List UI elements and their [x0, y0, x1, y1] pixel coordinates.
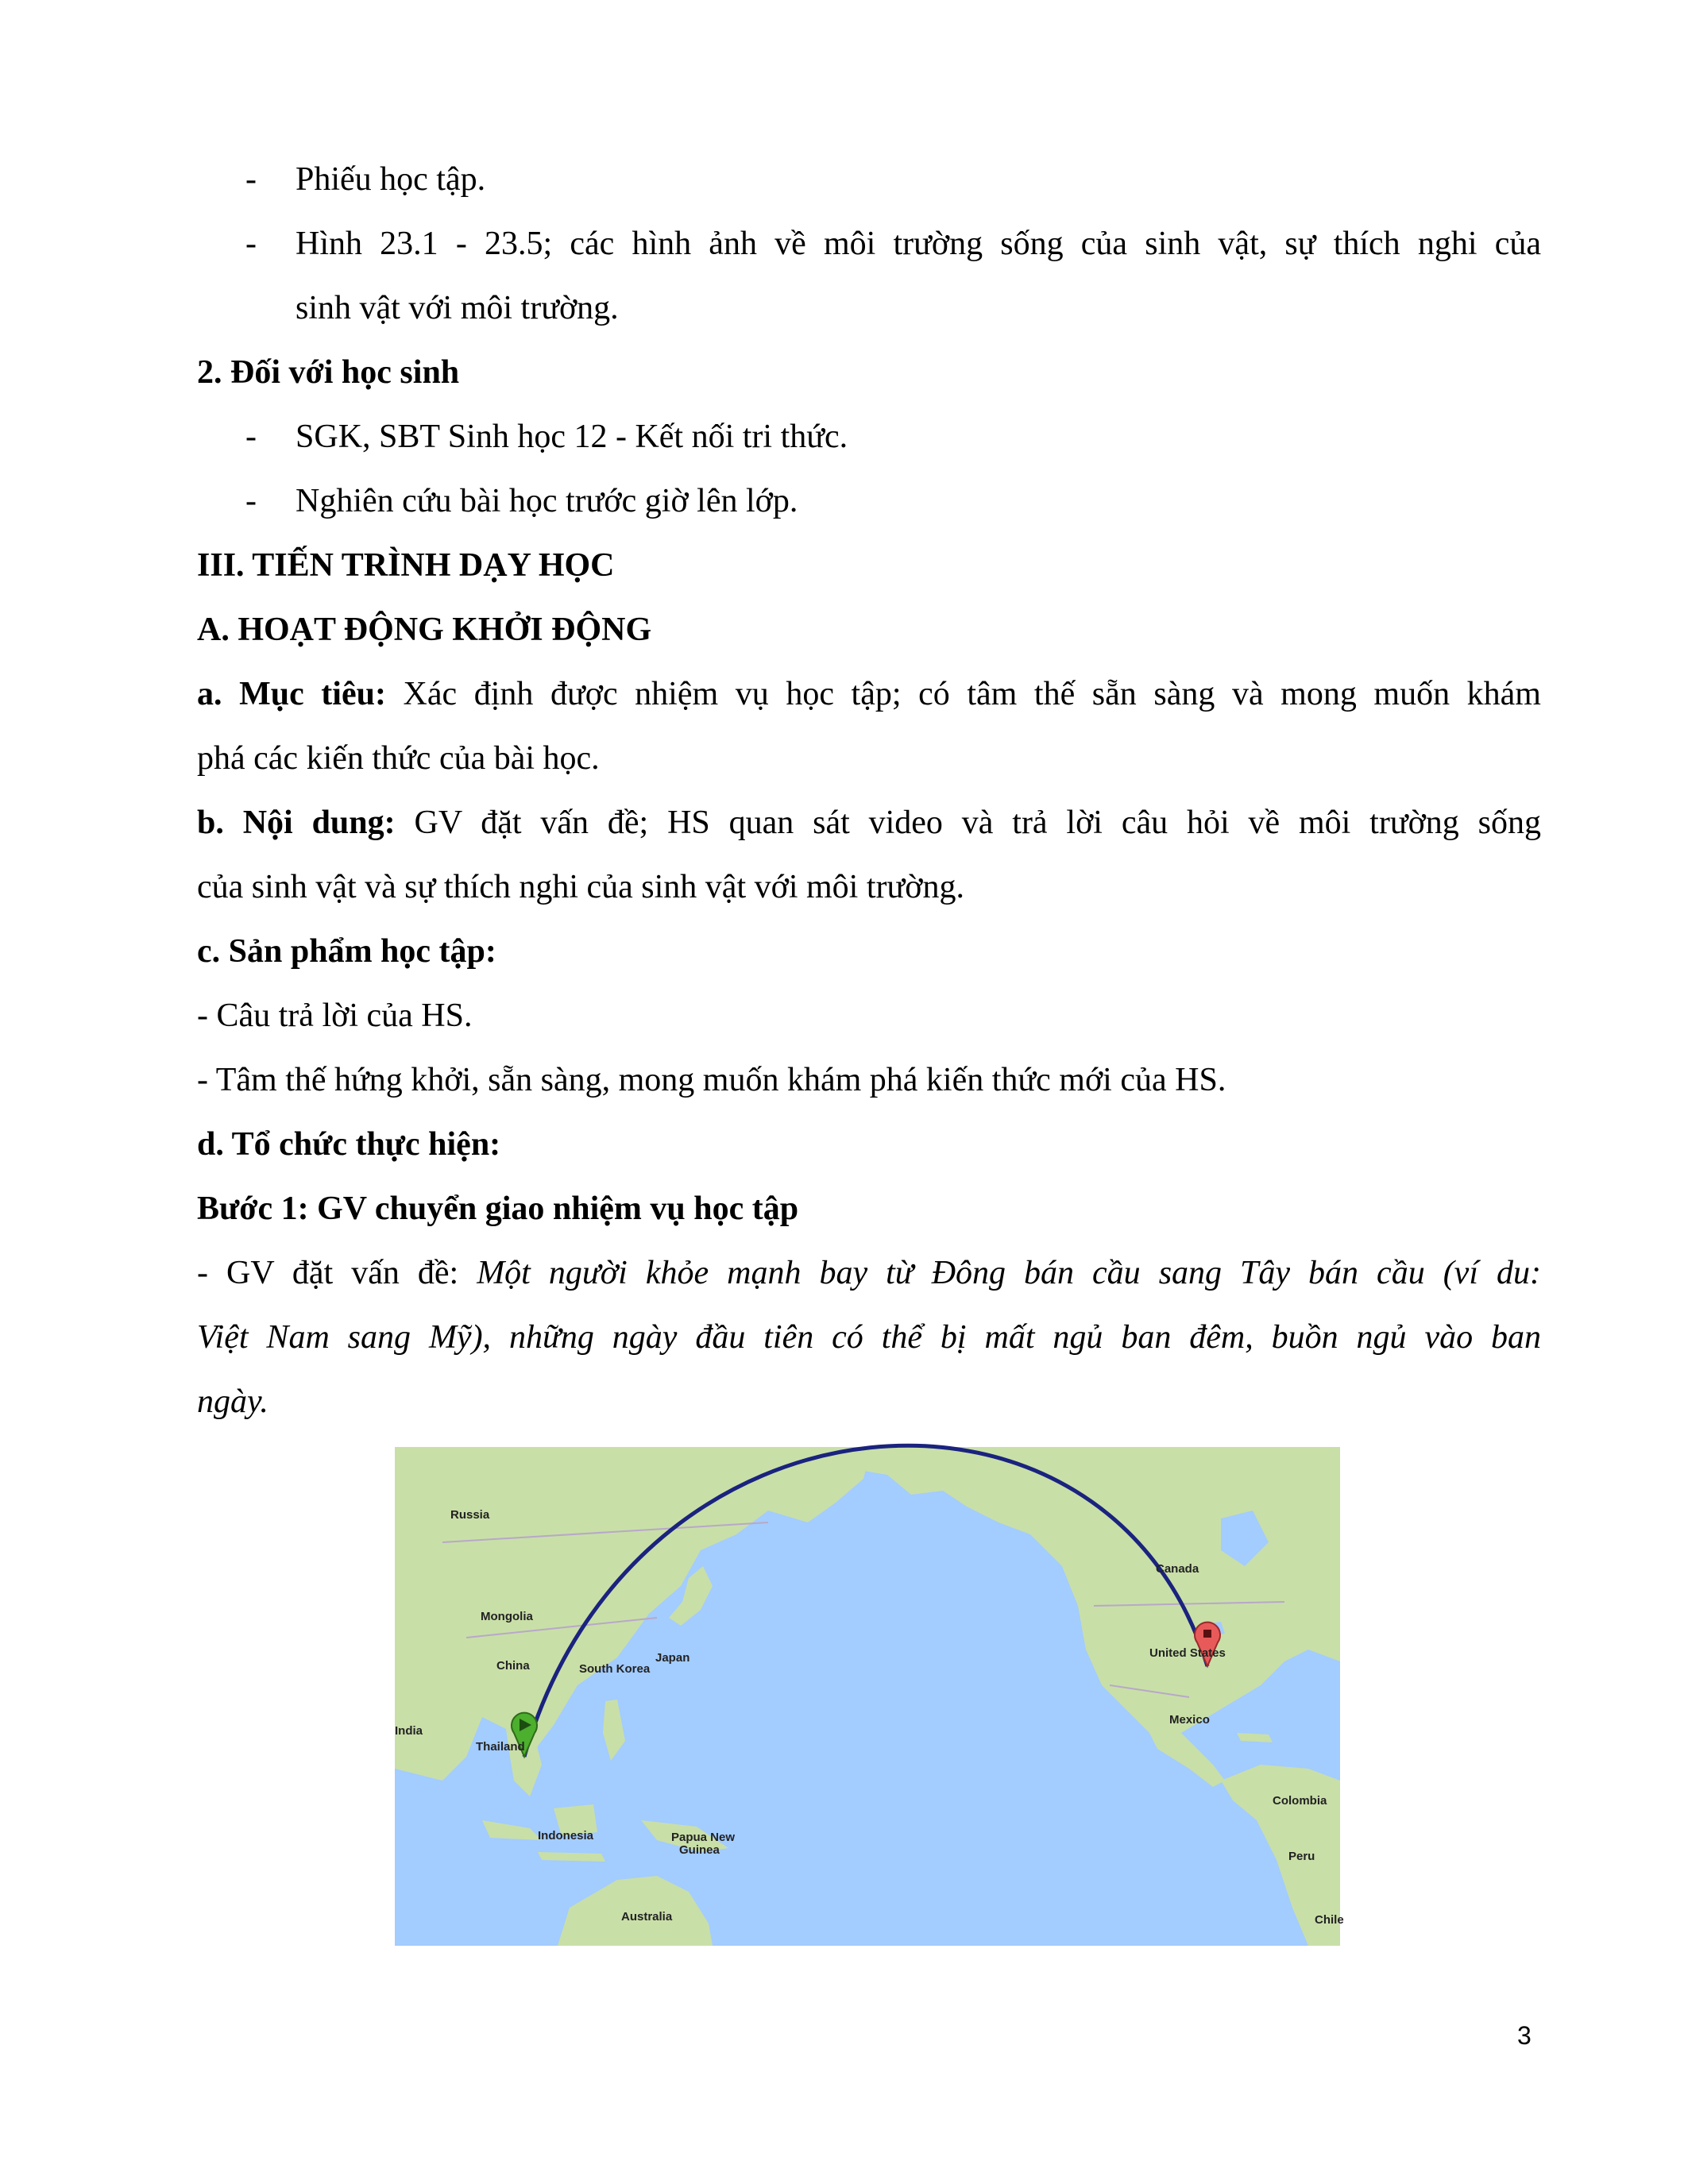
label-indonesia: Indonesia: [538, 1829, 594, 1843]
problem-line3: ngày.: [197, 1383, 268, 1420]
material-item-2-line2: sinh vật với môi trường.: [295, 290, 619, 326]
content-line2: của sinh vật và sự thích nghi của sinh vật với môi trường.: [197, 869, 964, 905]
label-papua-2: Guinea: [679, 1843, 720, 1857]
problem-intro: - GV đặt vấn đề:: [197, 1255, 477, 1291]
bullet-dash: -: [245, 483, 257, 519]
section-heading: III. TIẾN TRÌNH DẠY HỌC: [197, 547, 615, 584]
label-south-korea: South Korea: [579, 1662, 651, 1676]
student-item-2: Nghiên cứu bài học trước giờ lên lớp.: [295, 483, 798, 519]
label-india: India: [395, 1724, 423, 1738]
objective-text: Xác định được nhiệm vụ học tập; có tâm thế sẵn sàng và mong muốn khám: [385, 676, 1541, 712]
problem-text-1: Một người khỏe mạnh bay từ Đông bán cầu sang Tây bán cầu (ví du:: [477, 1255, 1541, 1291]
label-china: China: [496, 1659, 530, 1673]
content-line1: [197, 801, 1541, 845]
problem-line1: [197, 1251, 1541, 1295]
label-mongolia: Mongolia: [481, 1610, 533, 1623]
students-heading: 2. Đối với học sinh: [197, 354, 460, 391]
label-united-states: United States: [1149, 1646, 1226, 1660]
bullet-dash: -: [245, 161, 257, 198]
label-chile: Chile: [1315, 1913, 1344, 1927]
objective-line1: [197, 672, 1541, 716]
objective-label: a. Mục tiêu:: [197, 676, 386, 712]
step1-heading: Bước 1: GV chuyển giao nhiệm vụ học tập: [197, 1190, 799, 1227]
label-canada: Canada: [1156, 1562, 1199, 1576]
product-label: c. Sản phẩm học tập:: [197, 933, 496, 970]
label-japan: Japan: [655, 1651, 690, 1665]
label-mexico: Mexico: [1169, 1713, 1210, 1727]
label-thailand: Thailand: [476, 1740, 525, 1754]
bullet-dash: -: [245, 419, 257, 455]
product-item-2: - Tâm thế hứng khởi, sẵn sàng, mong muốn khám phá kiến thức mới của HS.: [197, 1062, 1226, 1098]
label-russia: Russia: [450, 1508, 490, 1522]
map-svg: [395, 1447, 1344, 1946]
objective-line2: phá các kiến thức của bài học.: [197, 740, 600, 777]
label-papua-1: Papua New: [671, 1831, 736, 1844]
student-item-1: SGK, SBT Sinh học 12 - Kết nối tri thức.: [295, 419, 848, 455]
problem-line2: Việt Nam sang Mỹ), những ngày đầu tiên có thể bị mất ngủ ban đêm, buồn ngủ vào ban: [197, 1319, 1541, 1356]
product-item-1: - Câu trả lời của HS.: [197, 997, 473, 1034]
label-australia: Australia: [621, 1910, 673, 1924]
content-text: GV đặt vấn đề; HS quan sát video và trả lời câu hỏi về môi trường sống: [395, 805, 1542, 841]
label-colombia: Colombia: [1273, 1794, 1327, 1808]
material-item-2-line1: Hình 23.1 - 23.5; các hình ảnh về môi trường sống của sinh vật, sự thích nghi của: [295, 226, 1541, 262]
bullet-dash: -: [245, 226, 257, 262]
content-label: b. Nội dung:: [197, 805, 396, 841]
page-number: 3: [1517, 2021, 1532, 2050]
label-peru: Peru: [1288, 1850, 1315, 1863]
flight-route-map: [395, 1447, 1344, 1946]
material-item-1: Phiếu học tập.: [295, 161, 486, 198]
activity-heading: A. HOẠT ĐỘNG KHỞI ĐỘNG: [197, 612, 652, 648]
organization-label: d. Tổ chức thực hiện:: [197, 1126, 501, 1163]
